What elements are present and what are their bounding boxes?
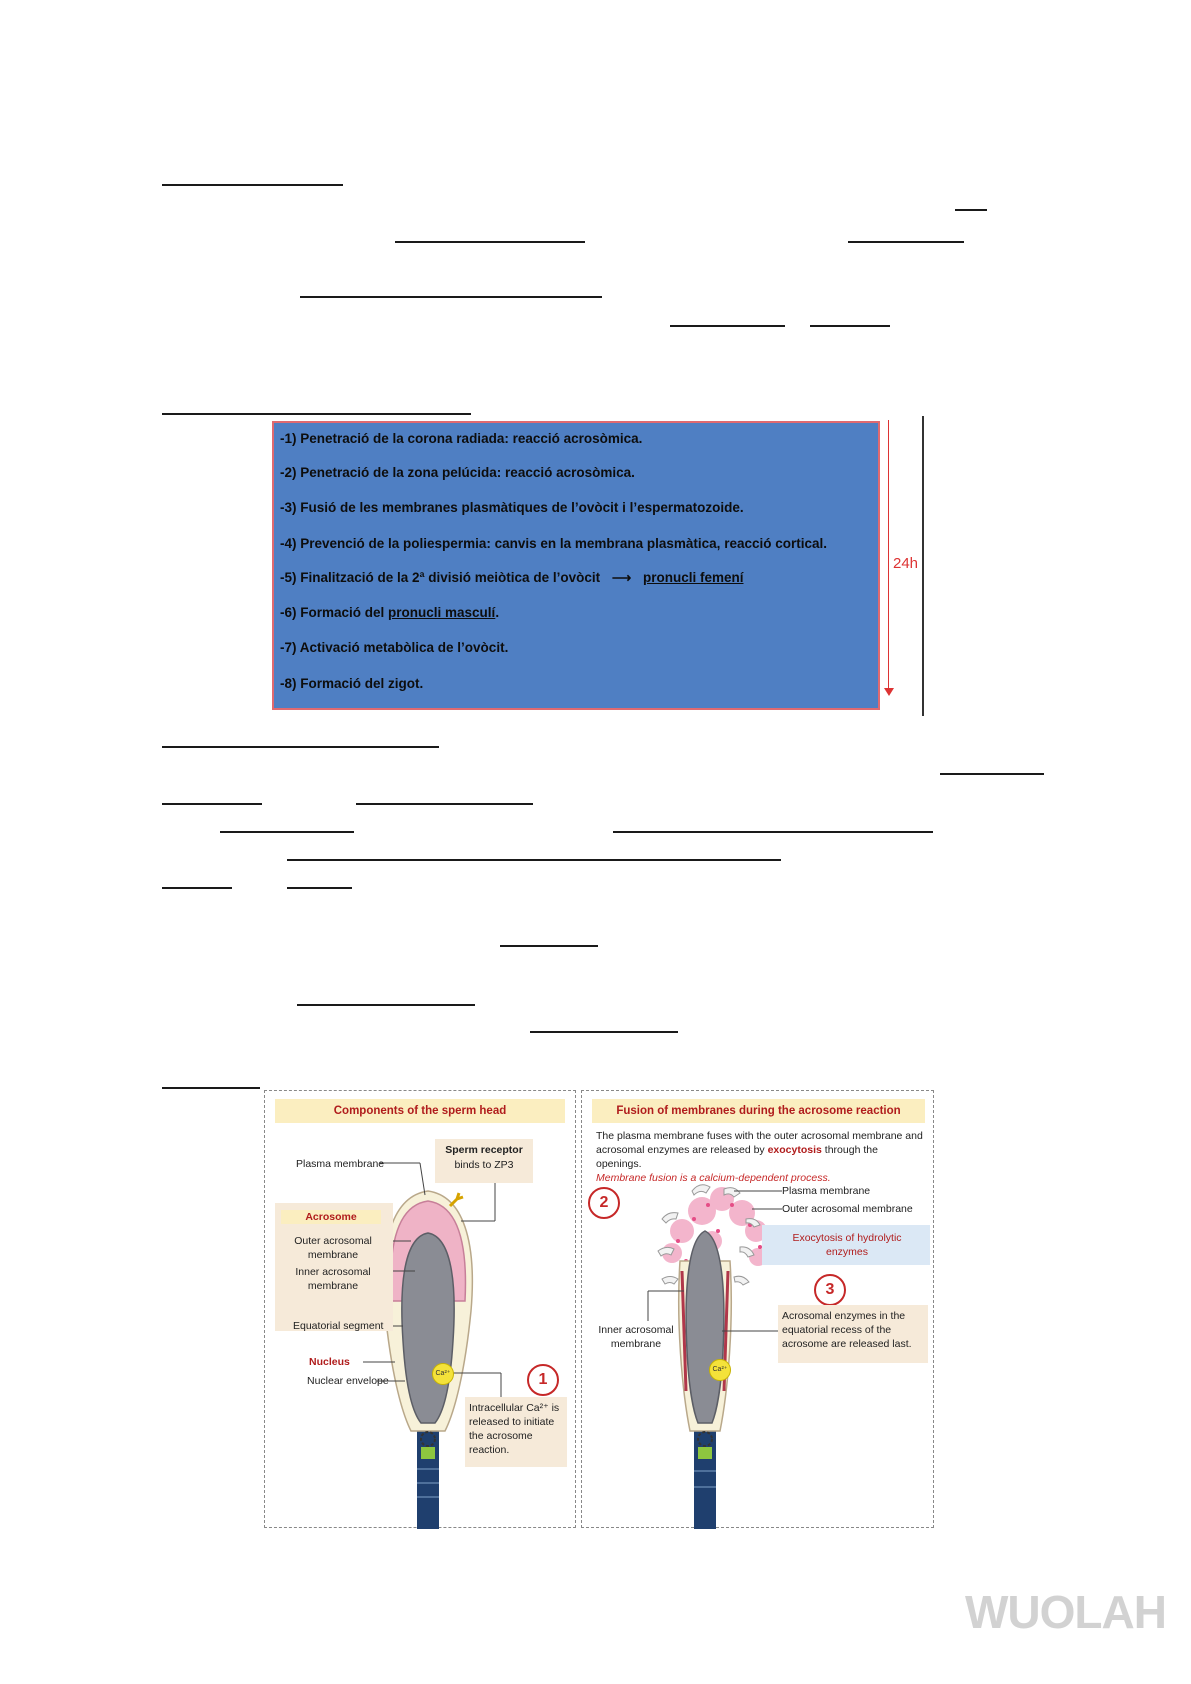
desc-bold: exocytosis xyxy=(767,1144,822,1156)
nuclear-envelope-label: Nuclear envelope xyxy=(307,1375,389,1387)
underline xyxy=(810,325,890,327)
underline xyxy=(162,887,232,889)
plasma-membrane-label: Plasma membrane xyxy=(782,1185,871,1197)
underline xyxy=(530,1031,678,1033)
receptor-title: Sperm receptor xyxy=(445,1144,523,1156)
step-text: -6) Formació del xyxy=(280,605,389,620)
underline xyxy=(500,945,598,947)
underline-heading-2 xyxy=(162,413,471,415)
underline xyxy=(300,296,602,298)
plasma-membrane-label: Plasma membrane xyxy=(296,1158,385,1170)
calcium-ion-icon: Ca²⁺ xyxy=(709,1359,731,1381)
acrosome-reaction-panel xyxy=(581,1090,934,1528)
underline xyxy=(220,831,354,833)
underline xyxy=(356,803,533,805)
underline xyxy=(613,831,933,833)
desc-text: through the openings. xyxy=(596,1144,878,1170)
underline xyxy=(670,325,785,327)
underline-heading-1 xyxy=(162,184,343,186)
panel-title: Components of the sperm head xyxy=(275,1099,565,1123)
step-text: -5) Finalització de la 2ª divisió meiòtica de l’ovòcit xyxy=(280,570,601,585)
step-item: -4) Prevenció de la poliespermia: canvis en la membrana plasmàtica, reacció cortical. xyxy=(280,536,827,551)
step-item xyxy=(280,605,499,620)
step-item: -7) Activació metabòlica de l’ovòcit. xyxy=(280,640,509,655)
desc-text: The plasma membrane fuses with the outer acrosomal membrane and acrosomal enzymes are released by xyxy=(596,1130,923,1156)
fertilization-steps-box xyxy=(272,421,880,710)
exocytosis-label: Exocytosis of hydrolytic enzymes xyxy=(792,1232,902,1258)
receptor-text: binds to ZP3 xyxy=(454,1159,514,1171)
step-item: -3) Fusió de les membranes plasmàtiques de l’ovòcit i l’espermatozoide. xyxy=(280,500,744,515)
equatorial-segment-label: Equatorial segment xyxy=(293,1320,384,1332)
arrow-down-icon xyxy=(884,688,894,696)
desc-red: Membrane fusion is a calcium-dependent process. xyxy=(596,1172,831,1184)
underline xyxy=(287,887,352,889)
acrosome-label: Acrosome xyxy=(281,1210,381,1224)
step-3-box xyxy=(778,1305,928,1363)
male-pronucleus-term: pronucli masculí xyxy=(388,605,496,620)
sperm-head-panel xyxy=(264,1090,576,1528)
duration-arrow-line xyxy=(888,420,889,692)
arrow-icon: ⟶ xyxy=(611,570,632,585)
underline xyxy=(955,209,987,211)
step-1-box xyxy=(465,1397,567,1467)
step-2-badge: 2 xyxy=(588,1187,620,1219)
underline xyxy=(162,803,262,805)
outer-acrosomal-membrane-label: Outer acrosomal membrane xyxy=(782,1203,913,1215)
underline-heading-4 xyxy=(162,1087,260,1089)
step-item xyxy=(280,570,743,586)
wuolah-watermark-logo: WUOLAH xyxy=(965,1586,1166,1638)
underline xyxy=(287,859,781,861)
time-axis-line xyxy=(922,416,924,716)
underline xyxy=(940,773,1044,775)
step-3-badge: 3 xyxy=(814,1274,846,1306)
underline xyxy=(297,1004,475,1006)
female-pronucleus-term: pronucli femení xyxy=(642,570,744,585)
calcium-ion-icon: Ca²⁺ xyxy=(432,1363,454,1385)
nucleus-label: Nucleus xyxy=(309,1356,350,1368)
exocytosis-box xyxy=(762,1225,930,1265)
inner-acrosomal-membrane-label: Inner acrosomal membrane xyxy=(295,1266,371,1292)
step-1-badge: 1 xyxy=(527,1364,559,1396)
underline xyxy=(848,241,964,243)
panel-title: Fusion of membranes during the acrosome reaction xyxy=(592,1099,925,1123)
step-item: -1) Penetració de la corona radiada: reacció acrosòmica. xyxy=(280,431,643,446)
outer-acrosomal-membrane-label: Outer acrosomal membrane xyxy=(294,1235,372,1261)
receptor-box xyxy=(435,1139,533,1183)
underline xyxy=(395,241,585,243)
duration-label: 24h xyxy=(893,555,919,572)
step-item: -8) Formació del zigot. xyxy=(280,676,424,691)
step-1-text: Intracellular Ca²⁺ is released to initiate the acrosome reaction. xyxy=(469,1402,560,1456)
step-item: -2) Penetració de la zona pelúcida: reacció acrosòmica. xyxy=(280,465,635,480)
step-3-text: Acrosomal enzymes in the equatorial recess of the acrosome are released last. xyxy=(782,1310,912,1350)
inner-acrosomal-membrane-label: Inner acrosomal membrane xyxy=(598,1324,674,1350)
underline-heading-3 xyxy=(162,746,439,748)
step-end: . xyxy=(495,605,500,620)
